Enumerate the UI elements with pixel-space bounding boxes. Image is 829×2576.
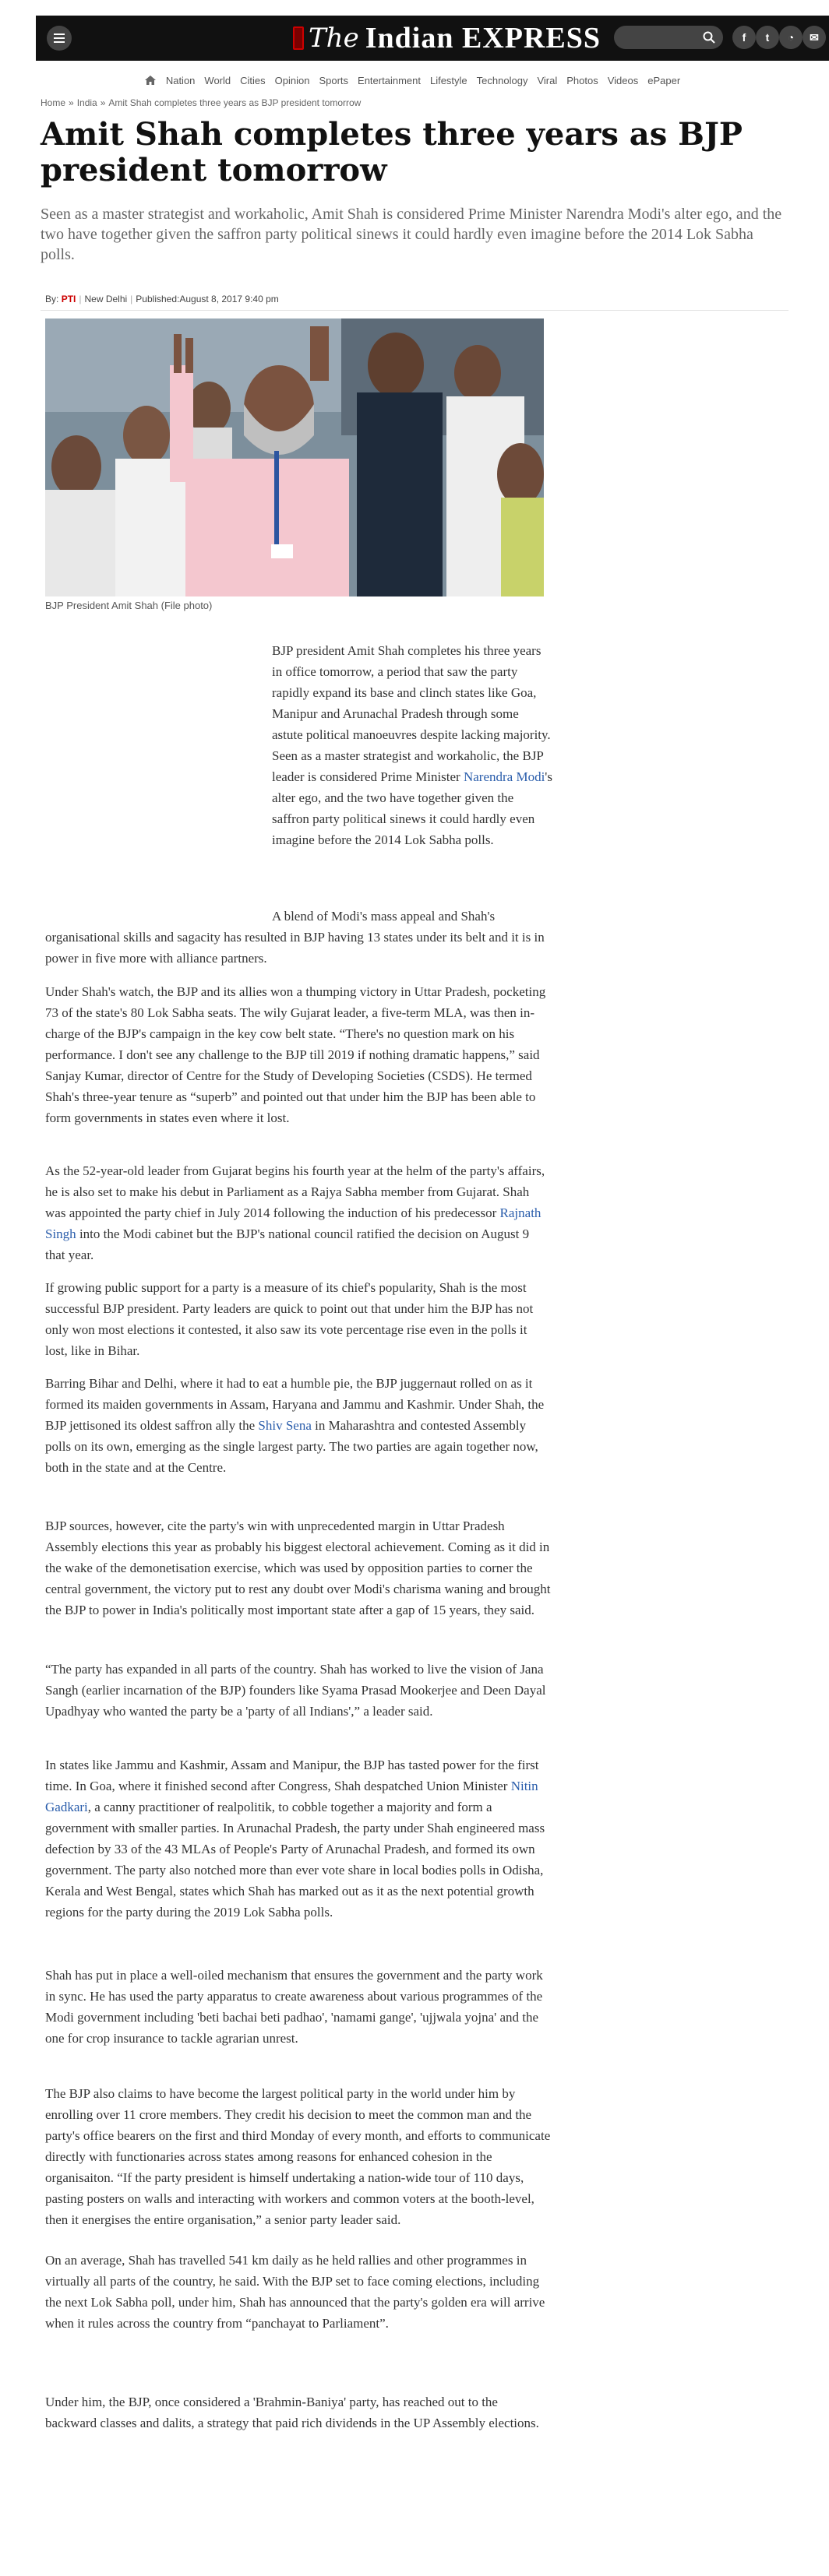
byline-location: New Delhi: [84, 294, 128, 304]
nav-item-photos[interactable]: Photos: [566, 74, 598, 86]
logo-the-text: The: [309, 23, 359, 54]
nav-item-nation[interactable]: Nation: [165, 74, 196, 86]
article-paragraph: If growing public support for a party is a measure of its chief's popularity, Shah is the most successful BJP president. Party leaders are quick to point out that under him the BJP has not only won most elections it contested, it also saw its vote percentage rise even in the polls it lost, like in Bihar.: [45, 1280, 534, 1358]
facebook-icon[interactable]: f: [732, 26, 756, 49]
article-paragraph: The BJP also claims to have become the largest political party in the world under him by enrolling over 11 crore members. They credit his decision to meet the common man and the party's office bearers on the first and third Monday of every month, and efforts to communicate directly with functionaries across states among reasons for enhanced cohesion in the organisaiton. “If the party president is himself undertaking a nation-wide tour of 110 days, pasting posters on walls and interacting with workers and common voters at the booth-level, then it energises the entire organisation,” a senior party leader said.: [45, 2086, 551, 2227]
article-paragraph: Under him, the BJP, once considered a 'Brahmin-Baniya' party, has reached out to the backward classes and dalits, a strategy that paid rich dividends in the UP Assembly elections.: [45, 2395, 539, 2430]
logo-main-text: Indian EXPRESS: [365, 22, 601, 55]
article-paragraph: “The party has expanded in all parts of the country. Shah has worked to live the vision of Jana Sangh (earlier incarnation of the BJP) founders like Syama Prasad Mookerjee and Deen Dayal Upadhyay who wanted the party be a 'party of all Indians',” a leader said.: [45, 1662, 546, 1719]
breadcrumb-home[interactable]: Home: [41, 97, 66, 108]
photo-caption: BJP President Amit Shah (File photo): [45, 600, 213, 611]
inline-link-rajnath-singh[interactable]: Rajnath Singh: [45, 1205, 541, 1241]
byline-prefix: By:: [45, 294, 59, 304]
inline-link-shiv-sena[interactable]: Shiv Sena: [258, 1418, 312, 1433]
nav-item-opinion[interactable]: Opinion: [274, 74, 310, 86]
rss-icon[interactable]: ◔: [779, 26, 803, 49]
nav-item-world[interactable]: World: [204, 74, 231, 86]
breadcrumb: Home » India » Amit Shah completes three years as BJP president tomorrow: [41, 97, 362, 108]
search-input[interactable]: [623, 30, 701, 45]
email-icon[interactable]: ✉: [803, 26, 826, 49]
search-icon[interactable]: [703, 31, 715, 44]
inline-link-narendra-modi[interactable]: Narendra Modi: [463, 769, 545, 784]
logo-emblem-icon: [293, 26, 304, 50]
home-icon[interactable]: [144, 75, 157, 86]
lead-photo: [45, 318, 544, 596]
article-paragraph: As the 52-year-old leader from Gujarat begins his fourth year at the helm of the party's affairs, he is also set to make his debut in Parliament as a Rajya Sabha member from Gujarat. Shah was appointed the party chief in July 2014 following the induction of his predecessor Rajnath Singh into the Modi cabinet but the BJP's national council ratified the decision on August 9 that year.: [45, 1163, 545, 1262]
inline-link-nitin-gadkari[interactable]: Nitin Gadkari: [45, 1779, 538, 1814]
byline-published: Published:August 8, 2017 9:40 pm: [136, 294, 279, 304]
site-logo[interactable]: [293, 22, 601, 55]
search-box[interactable]: [614, 26, 723, 49]
article-paragraph: Under Shah's watch, the BJP and its allies won a thumping victory in Uttar Pradesh, pocketing 73 of the state's 80 Lok Sabha seats. The wily Gujarat leader, a five-term MLA, was then in-charge of the BJP's campaign in the key cow belt state. “There's no question mark on his performance. I don't see any challenge to the BJP till 2019 if nothing dramatic happens,” said Sanjay Kumar, director of Centre for the Study of Developing Societies (CSDS). He termed Shah's three-year tenure as “superb” and pointed out that under him the BJP has been able to form governments in states even where it lost.: [45, 984, 546, 1125]
breadcrumb-current: Amit Shah completes three years as BJP president tomorrow: [108, 97, 362, 108]
nav-item-videos[interactable]: Videos: [607, 74, 639, 86]
article-paragraph: Barring Bihar and Delhi, where it had to eat a humble pie, the BJP juggernaut rolled on as it formed its maiden governments in Assam, Haryana and Jammu and Kashmir. Under Shah, the BJP jettisoned its oldest saffron ally the Shiv Sena in Maharashtra and contested Assembly polls on its own, emerging as the single largest party. The two parties are again together now, both in the state and at the Centre.: [45, 1376, 545, 1475]
nav-item-epaper[interactable]: ePaper: [647, 74, 681, 86]
article-standfirst: Seen as a master strategist and workaholic, Amit Shah is considered Prime Minister Narendra Modi's alter ego, and the two have together given the saffron party political sinews it could hardly even imagine before the 2014 Lok Sabha polls.: [41, 206, 782, 263]
nav-item-technology[interactable]: Technology: [476, 74, 528, 86]
nav-item-cities[interactable]: Cities: [240, 74, 266, 86]
main-nav: [0, 72, 829, 89]
article-title: Amit Shah completes three years as BJP president tomorrow: [41, 116, 743, 188]
site-header: [36, 16, 829, 61]
article-paragraph: BJP president Amit Shah completes his three years in office tomorrow, a period that saw the party rapidly expand its base and clinch states like Goa, Manipur and Arunachal Pradesh through some astute political manoeuvres despite lacking majority. Seen as a master strategist and workaholic, the BJP leader is considered Prime Minister Narendra Modi's alter ego, and the two have together given the saffron party political sinews it could hardly even imagine before the 2014 Lok Sabha polls.: [272, 643, 552, 847]
nav-item-sports[interactable]: Sports: [319, 74, 349, 86]
article-paragraph: A blend of Modi's mass appeal and Shah's organisational skills and sagacity has resulted in BJP having 13 states under its belt and it is in power in five more with alliance partners.: [45, 909, 545, 966]
breadcrumb-india[interactable]: India: [76, 97, 97, 108]
article-paragraph: Shah has put in place a well-oiled mechanism that ensures the government and the party work in sync. He has used the party apparatus to create awareness about various programmes of the Modi government including 'beti bachai beti padhao', 'namami gange', 'ujjwala yojna' and the one for crop insurance to tackle agrarian unrest.: [45, 1968, 543, 2046]
byline: By: PTI | New Delhi | Published:August 8, 2017 9:40 pm: [45, 294, 279, 304]
article-paragraph: In states like Jammu and Kashmir, Assam and Manipur, the BJP has tasted power for the first time. In Goa, where it finished second after Congress, Shah despatched Union Minister Nitin Gadkari, a canny practitioner of realpolitik, to cobble together a majority and form a government with smaller parties. In Arunachal Pradesh, the party under Shah engineered mass defection by 33 of the 43 MLAs of People's Party of Arunachal Pradesh, and formed its own government. The party also notched more than ever vote share in local bodies polls in Odisha, Kerala and West Bengal, states which Shah has marked out as it as the next potential growth regions for the party during the 2019 Lok Sabha polls.: [45, 1758, 545, 1920]
nav-item-entertainment[interactable]: Entertainment: [358, 74, 421, 86]
nav-item-lifestyle[interactable]: Lifestyle: [429, 74, 467, 86]
byline-agency[interactable]: PTI: [61, 294, 76, 304]
hamburger-menu-icon[interactable]: [47, 26, 72, 51]
article-paragraph: BJP sources, however, cite the party's win with unprecedented margin in Uttar Pradesh Assembly elections this year as probably his biggest electoral achievement. Coming as it did in the wake of the demonetisation exercise, which was used by opposition parties to corner the central government, the victory put to rest any doubt over Modi's charisma waning and brought the BJP to power in India's politically most important state after a gap of 15 years, they said.: [45, 1519, 551, 1617]
twitter-icon[interactable]: t: [756, 26, 779, 49]
divider: [41, 310, 788, 311]
nav-item-viral[interactable]: Viral: [537, 74, 558, 86]
article-paragraph: On an average, Shah has travelled 541 km daily as he held rallies and other programmes in virtually all parts of the country, he said. With the BJP set to face coming elections, including the next Lok Sabha poll, under him, Shah has announced that the party's golden era will arrive when it rules across the country from “panchayat to Parliament”.: [45, 2253, 545, 2331]
lead-photo-illustration: [45, 318, 544, 596]
